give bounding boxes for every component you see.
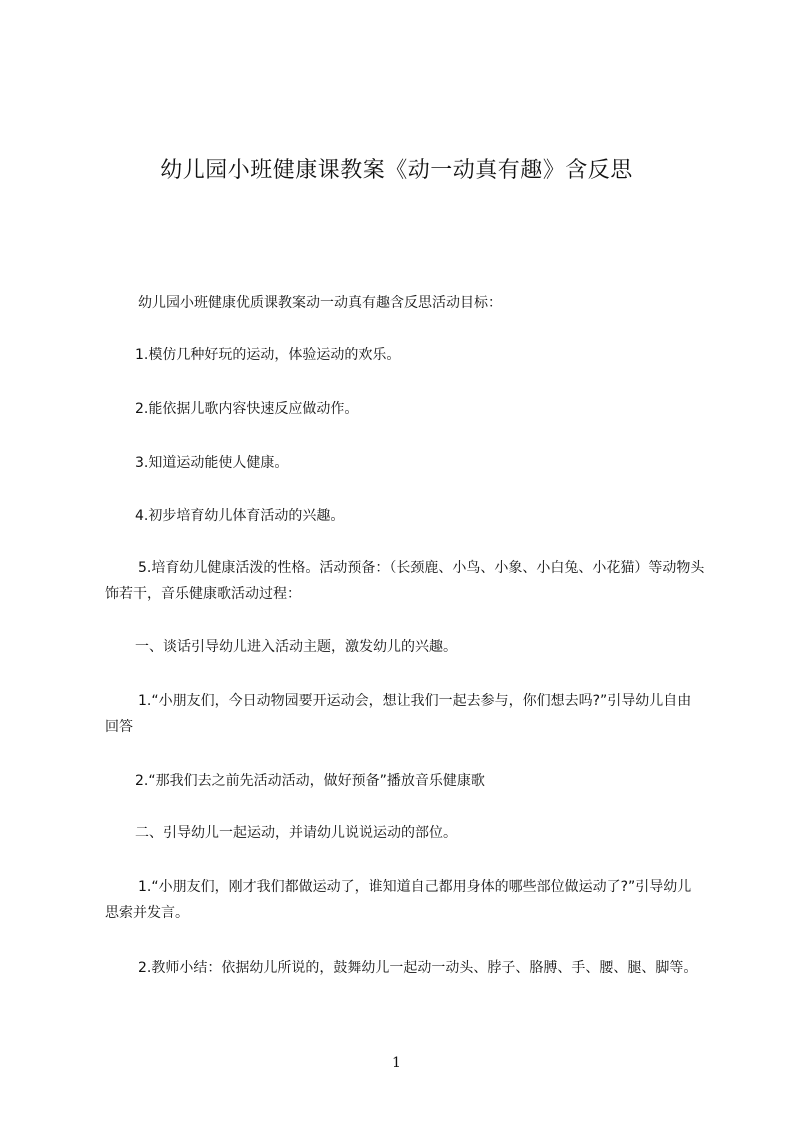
paragraph-section-1: 一、谈话引导幼儿进入活动主题，激发幼儿的兴趣。 xyxy=(135,639,457,655)
paragraph-goal-1: 1.模仿几种好玩的运动，体验运动的欢乐。 xyxy=(135,347,401,363)
paragraph-section-2: 二、引导幼儿一起运动，并请幼儿说说运动的部位。 xyxy=(135,825,457,841)
document-title: 幼儿园小班健康课教案《动一动真有趣》含反思 xyxy=(160,157,633,183)
paragraph-goal-2: 2.能依据儿歌内容快速反应做动作。 xyxy=(135,401,359,417)
paragraph-goal-4: 4.初步培育幼儿体育活动的兴趣。 xyxy=(135,508,345,524)
paragraph-step-1-2: 2.“那我们去之前先活动活动，做好预备”播放音乐健康歌 xyxy=(135,773,485,789)
page-number: 1 xyxy=(392,1055,401,1071)
paragraph-goal-3: 3.知道运动能使人健康。 xyxy=(135,455,289,471)
paragraph-step-1-1: 1.“小朋友们，今日动物园要开运动会，想让我们一起去参与，你们想去吗?”引导幼儿自由回答 xyxy=(105,693,692,735)
paragraph-intro: 幼儿园小班健康优质课教案动一动真有趣含反思活动目标： xyxy=(138,295,502,311)
paragraph-goal-5: 5.培育幼儿健康活泼的性格。活动预备：（长颈鹿、小鸟、小象、小白兔、小花猫）等动物头饰若干，音乐健康歌活动过程： xyxy=(105,560,705,602)
paragraph-step-2-1: 1.“小朋友们，刚才我们都做运动了，谁知道自己都用身体的哪些部位做运动了?”引导幼儿思索并发言。 xyxy=(105,879,692,921)
paragraph-step-2-2: 2.教师小结：依据幼儿所说的，鼓舞幼儿一起动一动头、脖子、胳膊、手、腰、腿、脚等。 xyxy=(138,960,698,976)
